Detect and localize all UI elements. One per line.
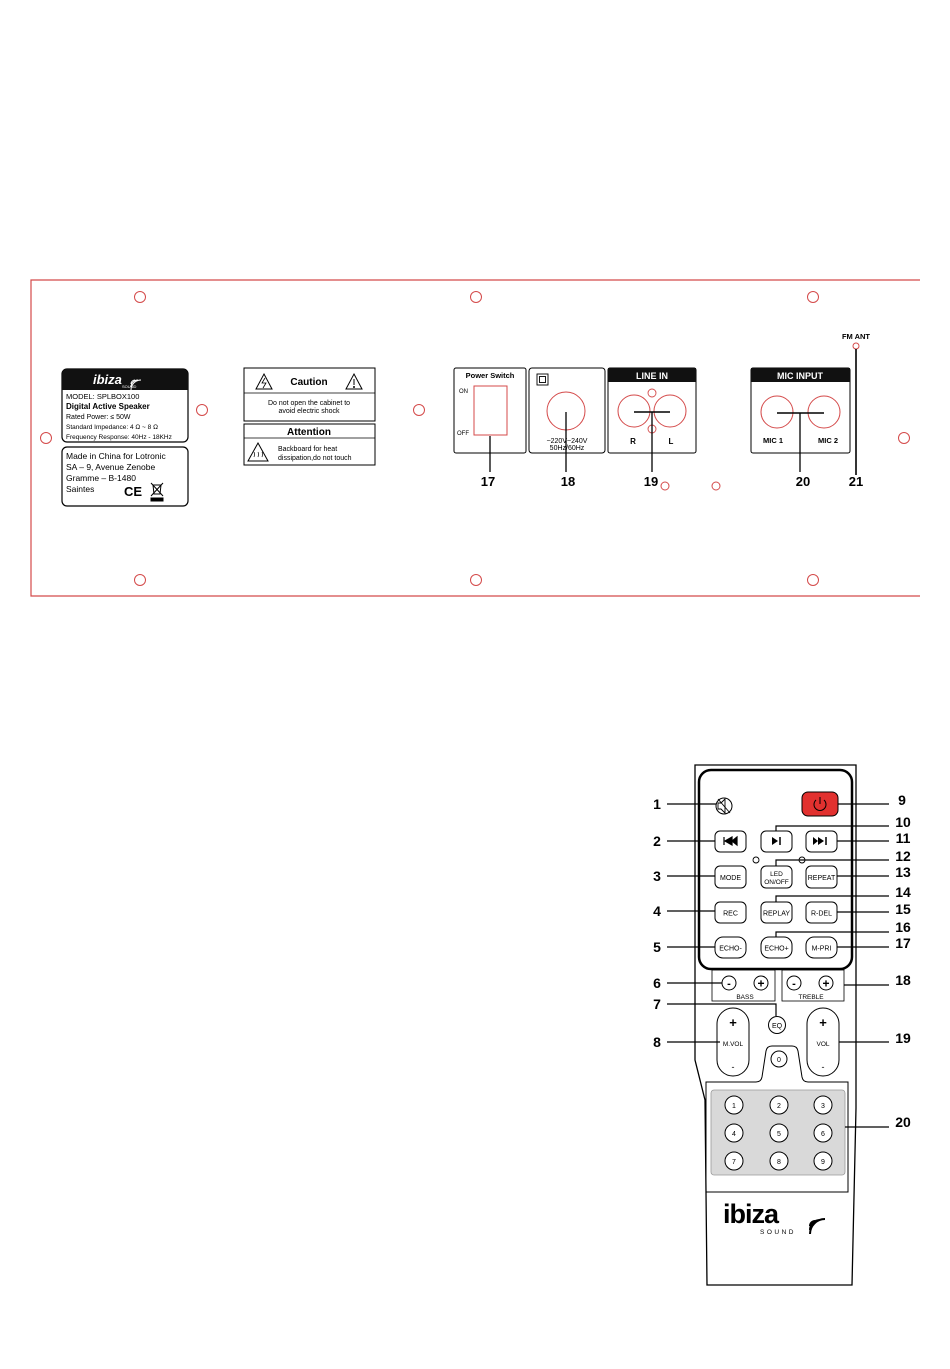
remote-callout-3: 3 <box>653 868 661 884</box>
repeat-button[interactable] <box>806 866 837 888</box>
attention-line-1: Backboard for heat <box>278 446 338 453</box>
digit-1-button[interactable] <box>725 1096 743 1114</box>
master-volume-rocker[interactable] <box>717 1008 749 1076</box>
digit-6-button[interactable] <box>814 1124 832 1142</box>
eq-button[interactable] <box>769 1017 786 1034</box>
mode-label: MODE <box>720 875 741 882</box>
line-in-r-label: R <box>630 437 636 446</box>
power-switch-off-label: OFF <box>457 431 469 437</box>
remote-callout-20: 20 <box>895 1114 911 1130</box>
address-label <box>62 447 188 506</box>
remote-callout-17: 17 <box>895 935 911 951</box>
label-impedance: Standard Impedance: 4 Ω ~ 8 Ω <box>66 424 158 431</box>
digit-3-button[interactable] <box>814 1096 832 1114</box>
remote-logo-text: ibiza <box>723 1199 779 1229</box>
remote-callout-12: 12 <box>895 848 911 864</box>
remote-control <box>653 765 911 1285</box>
remote-callout-4: 4 <box>653 903 661 919</box>
remote-callout-16: 16 <box>895 919 911 935</box>
brand-logo-small-sub: SOUND <box>122 384 137 389</box>
power-button[interactable] <box>802 792 838 816</box>
digit-0-label: 0 <box>777 1057 781 1064</box>
remote-callout-13: 13 <box>895 864 911 880</box>
ac-frequency-label: 50Hz/60Hz <box>549 445 585 452</box>
digit-6-label: 6 <box>821 1131 825 1138</box>
vol-plus-label: + <box>819 1015 827 1030</box>
label-frequency: Frequency Response: 40Hz - 18KHz <box>66 434 172 441</box>
digit-0-button[interactable] <box>771 1051 787 1067</box>
digit-9-label: 9 <box>821 1159 825 1166</box>
digit-5-button[interactable] <box>770 1124 788 1142</box>
digit-5-label: 5 <box>777 1131 781 1138</box>
remote-logo-sub: SOUND <box>760 1229 796 1236</box>
address-line-3: Gramme – B-1480 <box>66 473 136 483</box>
callout-19: 19 <box>643 474 659 489</box>
ce-mark: CE <box>124 484 143 499</box>
mvol-minus-label: - <box>731 1062 735 1072</box>
remote-callout-11: 11 <box>895 830 911 846</box>
mic-1-label: MIC 1 <box>762 436 784 445</box>
rec-button[interactable] <box>715 902 746 923</box>
digit-4-label: 4 <box>732 1131 736 1138</box>
m-pri-label: M-PRI <box>811 945 832 953</box>
address-line-2: SA – 9, Avenue Zenobe <box>66 462 156 472</box>
digit-2-label: 2 <box>777 1103 781 1110</box>
mode-button[interactable] <box>715 866 746 888</box>
attention-label <box>244 424 375 465</box>
eq-label: EQ <box>771 1023 783 1030</box>
digit-3-label: 3 <box>821 1103 825 1110</box>
vol-label: VOL <box>816 1041 830 1048</box>
digit-8-label: 8 <box>777 1159 781 1166</box>
next-button[interactable] <box>806 831 837 852</box>
echo-minus-label: ECHO- <box>719 945 742 953</box>
remote-callout-6: 6 <box>653 975 661 991</box>
label-product: Digital Active Speaker <box>66 402 150 411</box>
treble-label: TREBLE <box>798 994 824 1001</box>
rear-panel <box>31 280 920 596</box>
digit-1-label: 1 <box>732 1103 736 1110</box>
treble-minus-label: - <box>792 978 796 990</box>
mute-button[interactable] <box>716 798 732 814</box>
treble-plus-label: + <box>822 976 830 991</box>
line-in-l-label: L <box>668 437 674 446</box>
bass-minus-label: - <box>727 978 731 990</box>
remote-callout-9: 9 <box>898 792 906 808</box>
spec-label <box>62 369 188 442</box>
echo-plus-label: ECHO+ <box>764 945 789 953</box>
caution-line-2: avoid electric shock <box>278 408 340 415</box>
remote-callout-19: 19 <box>895 1030 911 1046</box>
r-del-label: R-DEL <box>810 910 833 918</box>
vol-minus-label: - <box>821 1062 825 1072</box>
label-power: Rated Power: ≤ 50W <box>66 414 131 421</box>
mic-2-label: MIC 2 <box>817 436 839 445</box>
repeat-label: REPEAT <box>807 875 836 882</box>
digit-2-button[interactable] <box>770 1096 788 1114</box>
attention-title: Attention <box>287 427 331 438</box>
mvol-plus-label: + <box>729 1015 737 1030</box>
digit-4-button[interactable] <box>725 1124 743 1142</box>
power-switch-on-label: ON <box>459 389 468 395</box>
label-model: MODEL: SPLBOX100 <box>66 392 140 401</box>
line-in-title: LINE IN <box>635 371 669 381</box>
led-label-2: ON/OFF <box>764 879 789 886</box>
digit-7-label: 7 <box>732 1159 736 1166</box>
remote-callout-8: 8 <box>653 1034 661 1050</box>
callout-21: 21 <box>848 474 864 489</box>
volume-rocker[interactable] <box>807 1008 839 1076</box>
address-line-4: Saintes <box>66 484 95 494</box>
replay-label: REPLAY <box>762 910 791 918</box>
remote-callout-14: 14 <box>895 884 911 900</box>
r-del-button[interactable] <box>806 902 837 923</box>
replay-button[interactable] <box>761 902 792 923</box>
remote-callout-15: 15 <box>895 901 911 917</box>
rec-label: REC <box>723 910 738 918</box>
remote-callout-10: 10 <box>895 814 911 830</box>
callout-20: 20 <box>795 474 811 489</box>
remote-callout-18: 18 <box>895 972 911 988</box>
previous-button[interactable] <box>715 831 746 852</box>
mvol-label: M.VOL <box>722 1041 744 1048</box>
ac-input-section <box>529 368 605 453</box>
callout-17: 17 <box>480 474 496 489</box>
remote-callout-7: 7 <box>653 996 661 1012</box>
digit-9-button[interactable] <box>814 1152 832 1170</box>
led-on-off-button[interactable] <box>761 866 792 888</box>
brand-logo-small: ibiza <box>93 372 122 387</box>
remote-callout-5: 5 <box>653 939 661 955</box>
attention-line-2: dissipation,do not touch <box>278 455 352 462</box>
remote-callout-1: 1 <box>653 796 661 812</box>
caution-line-1: Do not open the cabinet to <box>267 400 351 407</box>
remote-callout-2: 2 <box>653 833 661 849</box>
digit-7-button[interactable] <box>725 1152 743 1170</box>
address-line-1: Made in China for Lotronic <box>66 451 166 461</box>
ac-voltage-label: ~220V~240V <box>546 438 588 445</box>
echo-plus-button[interactable] <box>761 937 792 958</box>
fm-antenna-socket[interactable] <box>853 343 859 349</box>
digit-8-button[interactable] <box>770 1152 788 1170</box>
led-label-1: LED <box>770 871 783 878</box>
callout-18: 18 <box>560 474 576 489</box>
echo-minus-button[interactable] <box>715 937 746 958</box>
caution-title: Caution <box>290 377 328 388</box>
m-pri-button[interactable] <box>806 937 837 958</box>
mic-input-title: MIC INPUT <box>777 371 823 381</box>
caution-label <box>244 368 375 421</box>
play-pause-button[interactable] <box>761 831 792 852</box>
bass-label: BASS <box>736 994 754 1001</box>
power-switch-title: Power Switch <box>465 371 515 380</box>
fm-ant-label: FM ANT <box>841 332 871 341</box>
bass-plus-label: + <box>757 976 765 991</box>
